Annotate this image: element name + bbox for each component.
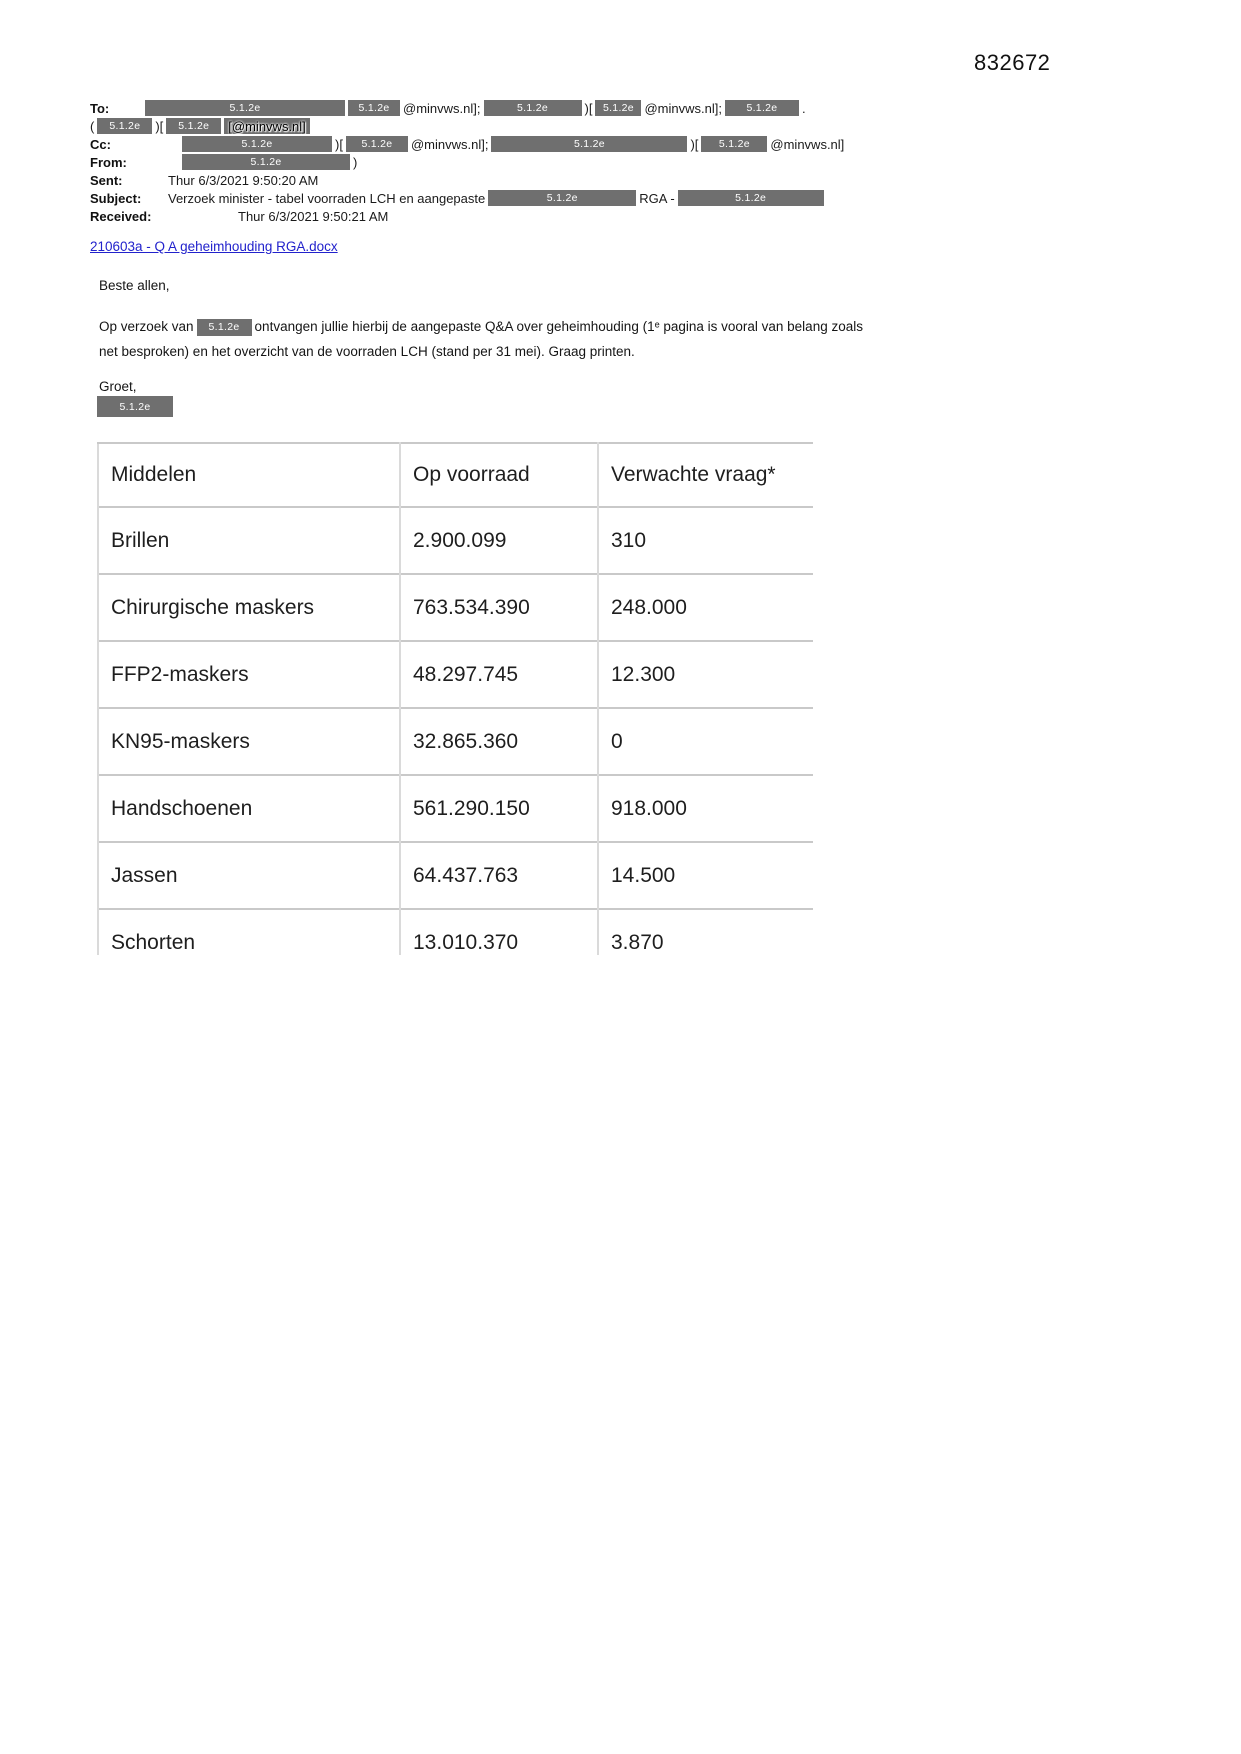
email-domain-text: @minvws.nl]; [410, 136, 489, 152]
table-cell: 14.500 [598, 842, 813, 909]
table-cell: Chirurgische maskers [98, 574, 400, 641]
table-row [98, 909, 813, 955]
table-cell: 310 [598, 507, 813, 574]
redaction-bar: 5.1.2e [182, 154, 350, 170]
closing-block [99, 379, 1024, 419]
header-line-sent [90, 171, 1150, 189]
to-label: To: [90, 100, 110, 116]
redaction-bar: 5.1.2e [701, 136, 767, 152]
email-body [99, 278, 1024, 419]
sent-label: Sent: [90, 172, 123, 188]
redaction-bar: 5.1.2e [166, 118, 221, 134]
email-domain-text: @minvws.nl]; [644, 100, 722, 116]
redaction-bar: 5.1.2e [97, 396, 173, 417]
sent-value: Thur 6/3/2021 9:50:20 AM [168, 172, 319, 188]
paragraph-text: net besproken) en het overzicht van de voorraden LCH (stand per 31 mei). Graag printen. [99, 343, 635, 359]
table-cell: 2.900.099 [400, 507, 598, 574]
header-line-to [90, 99, 1150, 117]
redaction-bar: 5.1.2e [484, 100, 582, 116]
paren-text: ) [353, 154, 358, 170]
paren-text: ( [90, 118, 95, 134]
document-number: 832672 [974, 50, 1051, 75]
redaction-bar: 5.1.2e [346, 136, 408, 152]
table-cell: 13.010.370 [400, 909, 598, 955]
cc-label: Cc: [90, 136, 111, 152]
body-paragraph [99, 315, 1024, 364]
table-cell: KN95-maskers [98, 708, 400, 775]
attachment-line [90, 239, 1150, 257]
stock-table [97, 442, 813, 955]
bracket-text: )[ [690, 136, 699, 152]
header-line-from [90, 153, 1150, 171]
redaction-bar: 5.1.2e [491, 136, 687, 152]
bracket-text: )[ [335, 136, 343, 152]
redaction-bar: 5.1.2e [182, 136, 332, 152]
stock-table-container [97, 442, 813, 955]
paragraph-text: ontvangen jullie hierbij de aangepaste Q&A over geheimhouding (1ᵉ pagina is vooral van belang zoals [254, 319, 863, 334]
table-cell: 64.437.763 [400, 842, 598, 909]
table-cell: 12.300 [598, 641, 813, 708]
table-cell: 918.000 [598, 775, 813, 842]
received-value: Thur 6/3/2021 9:50:21 AM [238, 208, 389, 224]
redaction-bar: 5.1.2e [678, 190, 824, 206]
period-text: . [801, 100, 806, 116]
header-line-received [90, 207, 1150, 225]
table-cell: 561.290.150 [400, 775, 598, 842]
table-row [98, 641, 813, 708]
email-header [90, 99, 1150, 257]
table-cell: Schorten [98, 909, 400, 955]
bracket-text: )[ [155, 118, 164, 134]
attachment-link[interactable]: 210603a - Q A geheimhouding RGA.docx [90, 239, 338, 254]
header-line-cc [90, 135, 1150, 153]
paragraph-line [99, 340, 1024, 365]
table-cell: FFP2-maskers [98, 641, 400, 708]
from-label: From: [90, 154, 127, 170]
received-label: Received: [90, 208, 152, 224]
table-cell: Handschoenen [98, 775, 400, 842]
table-row [98, 775, 813, 842]
table-cell: 763.534.390 [400, 574, 598, 641]
table-header-row [98, 443, 813, 507]
bracket-text: )[ [584, 100, 593, 116]
redaction-bar: 5.1.2e [595, 100, 641, 116]
greeting-text: Beste allen, [99, 278, 170, 293]
paragraph-text: Op verzoek van [99, 319, 194, 334]
table-cell: 48.297.745 [400, 641, 598, 708]
email-domain-text: @minvws.nl] [770, 136, 845, 152]
table-cell: Brillen [98, 507, 400, 574]
table-cell: 0 [598, 708, 813, 775]
email-domain-on-redaction: [@minvws.nl] [224, 118, 310, 134]
email-domain-text: @minvws.nl]; [403, 100, 481, 116]
redaction-bar: 5.1.2e [725, 100, 799, 116]
closing-text: Groet, [99, 379, 137, 394]
table-header-verwachte-vraag: Verwachte vraag* [598, 443, 813, 507]
subject-text: Verzoek minister - tabel voorraden LCH en aangepaste [168, 190, 486, 206]
redaction-bar: 5.1.2e [197, 319, 252, 336]
header-line-to-continued [90, 117, 1150, 135]
table-row [98, 507, 813, 574]
table-row [98, 842, 813, 909]
table-row [98, 708, 813, 775]
redaction-bar: 5.1.2e [97, 118, 152, 134]
redaction-bar: 5.1.2e [488, 190, 636, 206]
table-cell: Jassen [98, 842, 400, 909]
header-line-subject [90, 189, 1150, 207]
table-cell: 32.865.360 [400, 708, 598, 775]
paragraph-line [99, 315, 1024, 340]
table-header-middelen: Middelen [98, 443, 400, 507]
subject-label: Subject: [90, 190, 142, 206]
redaction-bar: 5.1.2e [348, 100, 400, 116]
table-row [98, 574, 813, 641]
redaction-bar: 5.1.2e [145, 100, 345, 116]
table-cell: 248.000 [598, 574, 813, 641]
table-cell: 3.870 [598, 909, 813, 955]
table-header-op-voorraad: Op voorraad [400, 443, 598, 507]
subject-text: RGA - [639, 190, 675, 206]
